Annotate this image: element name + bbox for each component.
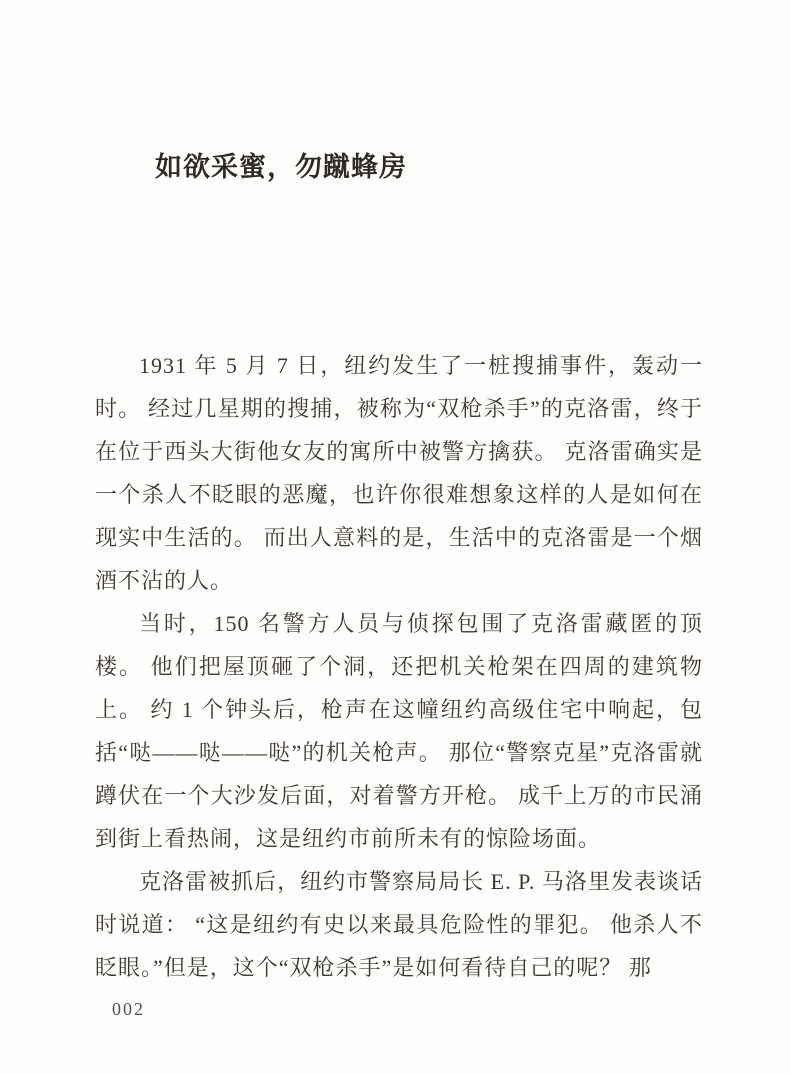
chapter-title: 如欲采蜜，勿蹴蜂房 [155,152,407,182]
paragraph-1: 1931 年 5 月 7 日，纽约发生了一桩搜捕事件，轰动一时。 经过几星期的搜捕，被称为“双枪杀手”的克洛雷，终于在位于西头大街他女友的寓所中被警方擒获。 克洛雷确实是一个杀人不眨眼的恶魔，也许你很难想象这样的人是如何在现实中生活的。 而出人意料的是，生活中的克洛雷是一个烟酒不沾的人。 [95,353,703,593]
paragraph-3: 克洛雷被抓后，纽约市警察局局长 E. P. 马洛里发表谈话时说道： “这是纽约有史以来最具危险性的罪犯。 他杀人不眨眼。”但是，这个“双枪杀手”是如何看待自己的呢？ 那 [95,869,703,980]
page-number: 002 [112,999,145,1019]
paragraph-2: 当时，150 名警方人员与侦探包围了克洛雷藏匿的顶楼。 他们把屋顶砸了个洞，还把机关枪架在四周的建筑物上。 约 1 个钟头后，枪声在这幢纽约高级住宅中响起，包括“哒——哒——哒”的机关枪声。 那位“警察克星”克洛雷就蹲伏在一个大沙发后面，对着警方开枪。 成千上万的市民涌到街上看热闹，这是纽约市前所未有的惊险场面。 [95,611,703,851]
body-text [95,344,703,989]
